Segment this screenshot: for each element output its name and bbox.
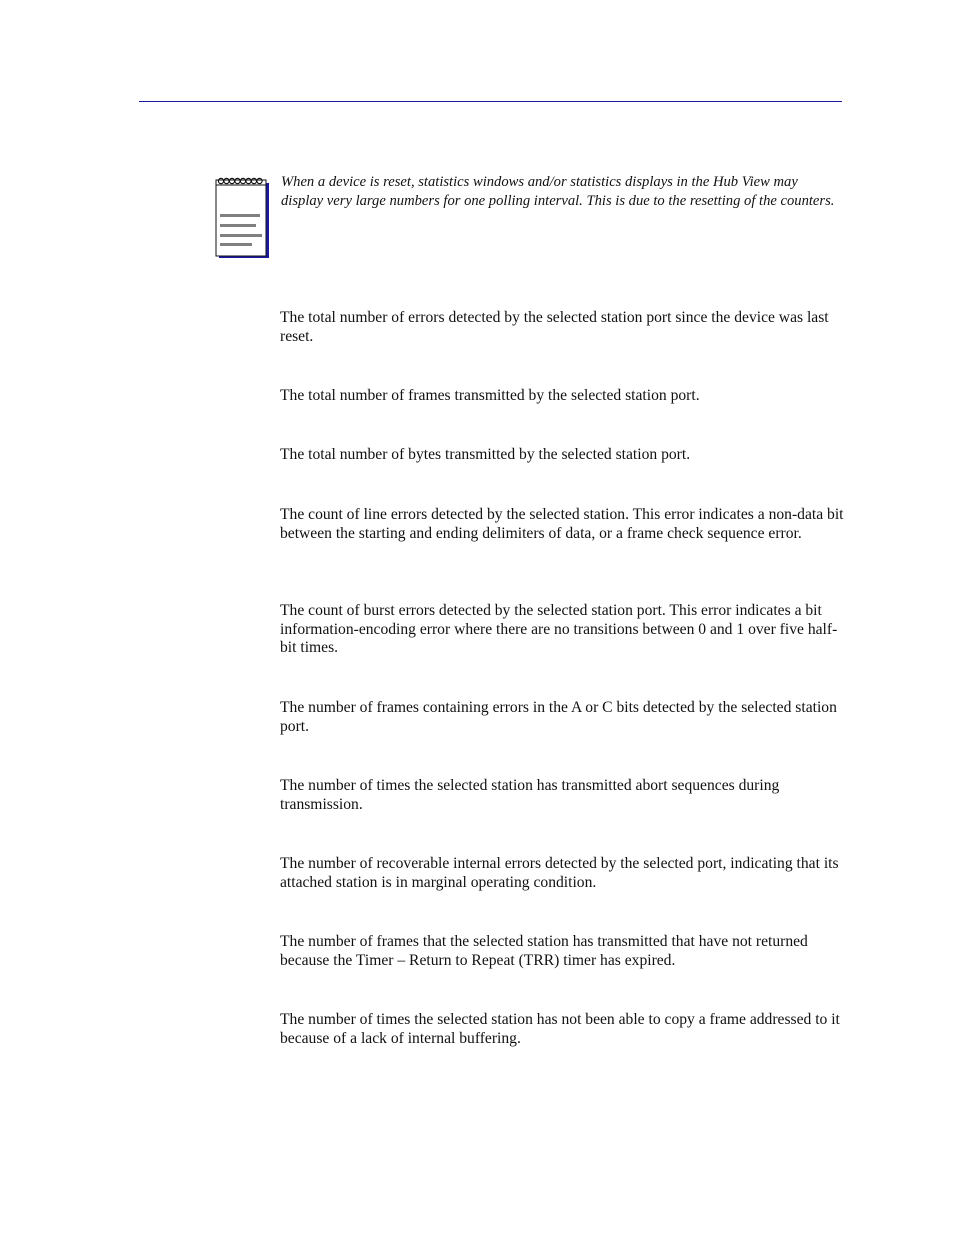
description-receive-congestion: The number of times the selected station has not been able to copy a frame addressed to it because of a lack of internal buffering. [280, 1011, 840, 1047]
description-burst-errors: The count of burst errors detected by the selected station port. This error indicates a bit information-encoding error where there are no transitions between 0 and 1 over five half-bit times. [280, 602, 838, 657]
description-frames-transmitted: The total number of frames transmitted by the selected station port. [280, 387, 700, 404]
description-abort-sequences: The number of times the selected station has transmitted abort sequences during transmission. [280, 777, 780, 813]
note-text: When a device is reset, statistics windows and/or statistics displays in the Hub View may display very large numbers for one polling interval. This is due to the resetting of the counters. [281, 174, 835, 209]
description-lost-frames: The number of frames that the selected station has transmitted that have not returned because the Timer – Return to Repeat (TRR) timer has expired. [280, 933, 808, 969]
description-bytes-transmitted: The total number of bytes transmitted by the selected station port. [280, 446, 691, 463]
header-rule [139, 101, 842, 102]
notepad-icon [214, 176, 270, 260]
description-total-errors: The total number of errors detected by the selected station port since the device was last reset. [280, 309, 829, 345]
description-ac-errors: The number of frames containing errors in the A or C bits detected by the selected station port. [280, 699, 837, 735]
description-line-errors: The count of line errors detected by the selected station. This error indicates a non-data bit between the starting and ending delimiters of data, or a frame check sequence error. [280, 506, 844, 542]
description-internal-errors: The number of recoverable internal errors detected by the selected port, indicating that its attached station is in marginal operating condition. [280, 855, 839, 891]
